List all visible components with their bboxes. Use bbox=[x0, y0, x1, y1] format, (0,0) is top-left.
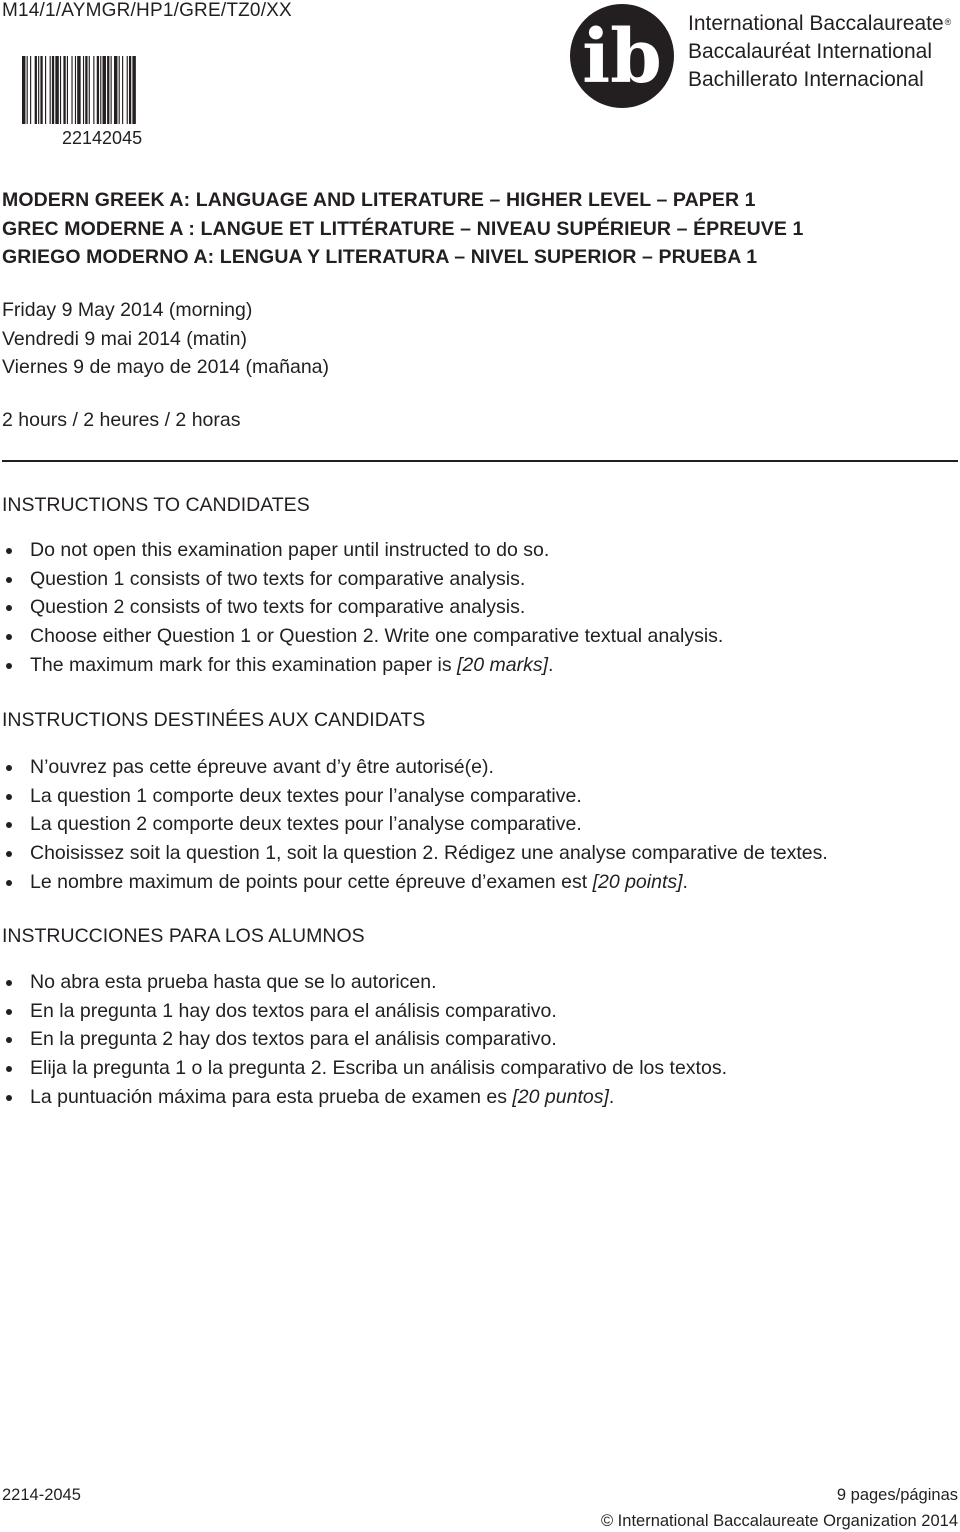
barcode-bar bbox=[50, 56, 51, 124]
organisation-name bbox=[688, 10, 951, 94]
barcode-bar bbox=[40, 56, 42, 124]
barcode-bar bbox=[129, 56, 131, 124]
title-fr: GREC MODERNE A : LANGUE ET LITTÉRATURE – NIVEAU SUPÉRIEUR – ÉPREUVE 1 bbox=[2, 217, 804, 240]
list-item: Choisissez soit la question 1, soit la question 2. Rédigez une analyse comparative de textes. bbox=[2, 839, 828, 868]
barcode-bar bbox=[52, 56, 54, 124]
barcode-bar bbox=[60, 56, 61, 124]
instruction-list-es bbox=[2, 968, 727, 1111]
date-es: Viernes 9 de mayo de 2014 (mañana) bbox=[2, 356, 330, 378]
list-item: Question 2 consists of two texts for comparative analysis. bbox=[2, 593, 723, 622]
divider bbox=[2, 460, 958, 462]
barcode-bar bbox=[35, 56, 37, 124]
date-fr: Vendredi 9 mai 2014 (matin) bbox=[2, 327, 247, 350]
barcode-bar bbox=[27, 56, 28, 124]
section-heading-es: INSTRUCCIONES PARA LOS ALUMNOS bbox=[2, 925, 365, 947]
exam-dates bbox=[2, 296, 329, 382]
barcode-bar bbox=[30, 56, 31, 124]
footer-pages: 9 pages/páginas bbox=[836, 1486, 958, 1504]
barcode-bar bbox=[122, 56, 123, 124]
barcode-bar bbox=[132, 56, 135, 124]
barcode bbox=[22, 56, 202, 129]
barcode-bar bbox=[77, 56, 80, 124]
footer-copyright: © International Baccalaureate Organization 2014 bbox=[600, 1512, 958, 1530]
ib-logo-text: ib bbox=[582, 14, 662, 100]
ib-logo bbox=[568, 2, 676, 110]
barcode-bar bbox=[22, 56, 25, 124]
barcode-bar bbox=[97, 56, 99, 124]
org-line-es: Bachillerato Internacional bbox=[688, 68, 924, 91]
barcode-bar bbox=[67, 56, 68, 124]
barcode-bar bbox=[45, 56, 46, 124]
list-item: Elija la pregunta 1 o la pregunta 2. Escriba un análisis comparativo de los textos. bbox=[2, 1054, 727, 1083]
list-item: En la pregunta 1 hay dos textos para el análisis comparativo. bbox=[2, 997, 727, 1026]
paper-code: M14/1/AYMGR/HP1/GRE/TZ0/XX bbox=[2, 0, 292, 21]
barcode-bar bbox=[100, 56, 101, 124]
barcode-bar bbox=[89, 56, 90, 124]
section-heading-fr: INSTRUCTIONS DESTINÉES AUX CANDIDATS bbox=[2, 709, 426, 731]
list-item: La question 2 comporte deux textes pour l’analyse comparative. bbox=[2, 810, 828, 839]
marks-label: [20 marks] bbox=[456, 653, 549, 676]
exam-titles bbox=[2, 186, 803, 272]
list-item: La question 1 comporte deux textes pour l’analyse comparative. bbox=[2, 782, 828, 811]
barcode-bar bbox=[114, 56, 117, 124]
barcode-bar bbox=[83, 56, 84, 124]
org-line-en: International Baccalaureate® bbox=[688, 12, 952, 35]
list-item: N’ouvrez pas cette épreuve avant d’y être autorisé(e). bbox=[2, 753, 828, 782]
marks-label: [20 points] bbox=[592, 870, 683, 893]
barcode-bar bbox=[63, 56, 65, 124]
footer-code: 2214-2045 bbox=[2, 1486, 81, 1504]
ib-logo-icon bbox=[568, 2, 676, 110]
barcode-bar bbox=[127, 56, 128, 124]
barcode-bar bbox=[111, 56, 112, 124]
barcode-bar bbox=[55, 56, 58, 124]
barcode-bar bbox=[75, 56, 76, 124]
barcode-bar bbox=[119, 56, 120, 124]
list-item: Do not open this examination paper until instructed to do so. bbox=[2, 536, 723, 565]
org-line-fr: Baccalauréat International bbox=[688, 40, 932, 63]
registered-mark: ® bbox=[944, 17, 952, 27]
list-item: No abra esta prueba hasta que se lo autoricen. bbox=[2, 968, 727, 997]
barcode-bar bbox=[107, 56, 109, 124]
exam-duration: 2 hours / 2 heures / 2 horas bbox=[2, 409, 241, 431]
date-en: Friday 9 May 2014 (morning) bbox=[2, 299, 253, 321]
barcode-bar bbox=[38, 56, 39, 124]
barcode-bar bbox=[85, 56, 87, 124]
list-item: La puntuación máxima para esta prueba de examen es [20 puntos]. bbox=[2, 1083, 727, 1112]
barcode-bar bbox=[103, 56, 106, 124]
list-item: Choose either Question 1 or Question 2. Write one comparative textual analysis. bbox=[2, 622, 723, 651]
instruction-list-en bbox=[2, 536, 723, 679]
list-item: En la pregunta 2 hay dos textos para el análisis comparativo. bbox=[2, 1025, 727, 1054]
barcode-number: 22142045 bbox=[62, 128, 143, 148]
barcode-bar bbox=[93, 56, 94, 124]
marks-label: [20 puntos] bbox=[512, 1085, 609, 1108]
list-item: The maximum mark for this examination paper is [20 marks]. bbox=[2, 651, 723, 680]
list-item: Question 1 consists of two texts for comparative analysis. bbox=[2, 565, 723, 594]
title-en: MODERN GREEK A: LANGUAGE AND LITERATURE – HIGHER LEVEL – PAPER 1 bbox=[2, 189, 756, 211]
instruction-list-fr bbox=[2, 753, 828, 896]
section-heading-en: INSTRUCTIONS TO CANDIDATES bbox=[2, 494, 310, 516]
title-es: GRIEGO MODERNO A: LENGUA Y LITERATURA – NIVEL SUPERIOR – PRUEBA 1 bbox=[2, 246, 758, 268]
barcode-bar bbox=[71, 56, 72, 124]
barcode-graphic bbox=[22, 56, 202, 124]
list-item: Le nombre maximum de points pour cette épreuve d’examen est [20 points]. bbox=[2, 868, 828, 897]
